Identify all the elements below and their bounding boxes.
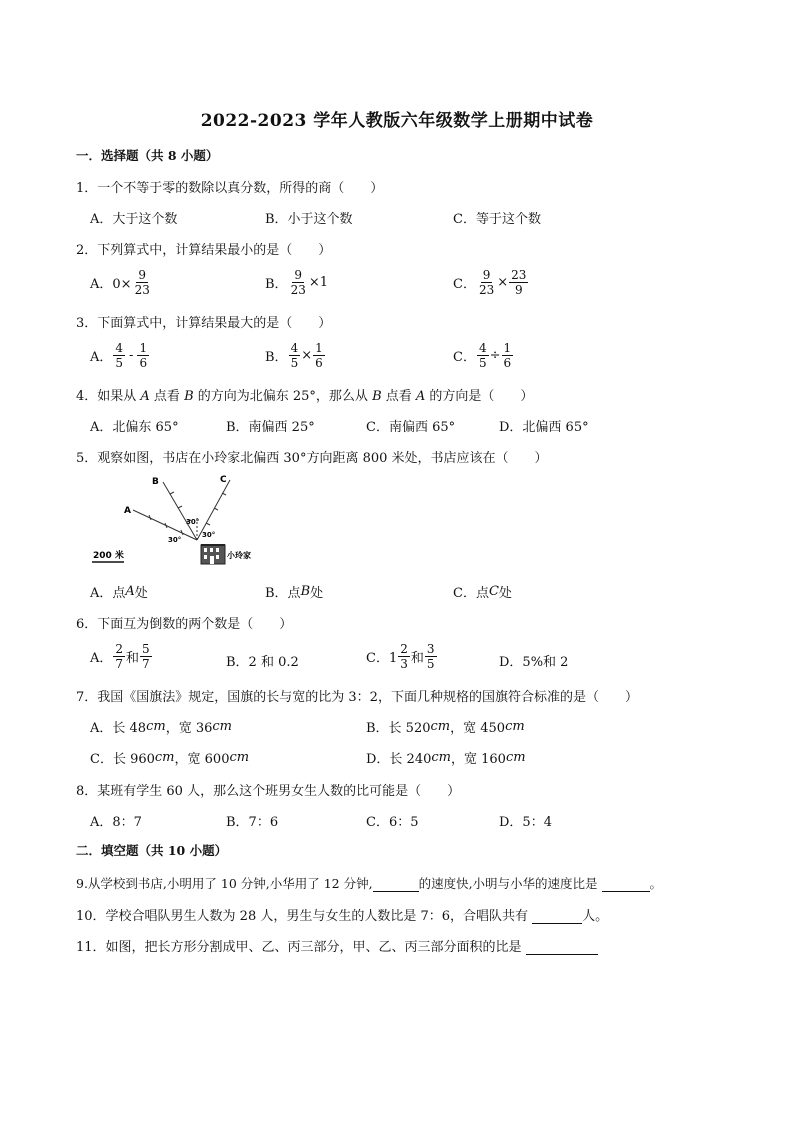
numerator: 4 <box>478 341 487 355</box>
q7-d-length: D．长 240 <box>366 752 432 767</box>
q5-b-pre: B．点 <box>265 586 301 601</box>
denominator: 3 <box>400 657 408 671</box>
q6-option-a[interactable] <box>90 642 153 671</box>
q2-option-a[interactable] <box>90 268 153 297</box>
q7-option-c[interactable] <box>90 748 249 767</box>
numerator: 2 <box>115 642 124 656</box>
tick <box>206 523 210 525</box>
question-11 <box>76 936 598 955</box>
denominator: 6 <box>139 356 148 370</box>
q4-option-b[interactable]: B．南偏西 25° <box>226 420 315 435</box>
q5-option-c[interactable] <box>453 582 512 601</box>
q4-var-a: A <box>140 389 150 404</box>
numerator: 9 <box>294 268 303 282</box>
question-5: 5．观察如图，书店在小玲家北偏西 30°方向距离 800 米处，书店应该在（ ） <box>76 451 548 466</box>
numerator: 4 <box>290 341 299 355</box>
q5-option-b[interactable] <box>265 582 323 601</box>
q7-a-width: ，宽 36 <box>165 721 213 736</box>
q4-var-b: B <box>184 389 194 404</box>
q6-a-label: A． <box>90 651 113 666</box>
q6-option-b[interactable]: B．2 和 0.2 <box>226 655 299 670</box>
section-fill-heading: 二．填空题（共 10 小题） <box>76 843 228 858</box>
section-choice-heading: 一．选择题（共 8 小题） <box>76 148 219 163</box>
q6-a-fraction-1 <box>113 642 125 671</box>
q5-a-var: A <box>125 584 135 599</box>
q2-b-tail: ×1 <box>308 275 329 290</box>
q4-var-a-2: A <box>415 389 426 404</box>
q8-option-b[interactable]: B．7：6 <box>226 815 279 830</box>
q10-text-2: 人。 <box>582 909 609 924</box>
q4-option-a[interactable]: A．北偏东 65° <box>90 420 179 435</box>
question-1: 1．一个不等于零的数除以真分数，所得的商（ ） <box>76 181 384 196</box>
denominator: 9 <box>514 283 523 297</box>
q8-option-c[interactable]: C．6：5 <box>366 815 419 830</box>
q7-option-d[interactable] <box>366 748 526 767</box>
q5-option-a[interactable] <box>90 582 148 601</box>
q6-a-and: 和 <box>126 651 140 666</box>
q5-a-post: 处 <box>134 586 148 601</box>
q7-d-width: ，宽 160 <box>450 752 506 767</box>
q5-c-var: C <box>488 584 499 599</box>
ray-to-b <box>163 482 200 540</box>
q3-c-fraction-2 <box>502 341 514 370</box>
q5-b-var: B <box>300 584 311 599</box>
angle-label-3: 30° <box>168 536 182 544</box>
q5-a-pre: A．点 <box>90 586 126 601</box>
unit: cm <box>146 719 166 734</box>
q9-answer-blank-2[interactable] <box>602 877 650 892</box>
q4-text-3: 的方向为北偏东 25°，那么从 <box>193 389 373 404</box>
q3-a-fraction-2 <box>137 341 149 370</box>
q2-option-b[interactable] <box>265 268 328 297</box>
denominator: 5 <box>478 356 487 370</box>
q7-option-a[interactable] <box>90 717 232 736</box>
q3-option-b[interactable] <box>265 341 326 370</box>
tick <box>178 506 182 508</box>
q1-option-a[interactable]: A．大于这个数 <box>90 212 178 227</box>
home-building-icon <box>201 545 225 564</box>
denominator: 7 <box>142 657 150 671</box>
q3-a-operator: - <box>129 348 134 363</box>
q2-c-fraction-2 <box>509 268 528 297</box>
denominator: 23 <box>290 283 306 297</box>
denominator: 23 <box>134 283 150 297</box>
q5-b-post: 处 <box>310 586 324 601</box>
unit: cm <box>505 719 525 734</box>
q7-a-length: A．长 48 <box>90 721 147 736</box>
denominator: 5 <box>115 356 124 370</box>
q7-b-width: ，宽 450 <box>450 721 506 736</box>
q8-option-d[interactable]: D．5：4 <box>499 815 552 830</box>
unit: cm <box>431 750 451 765</box>
q4-text-4: 点看 <box>381 389 416 404</box>
compass-direction-figure <box>88 472 278 572</box>
numerator: 1 <box>503 341 512 355</box>
point-c-label: C <box>220 475 227 485</box>
q2-c-label: C． <box>453 277 476 292</box>
numerator: 1 <box>315 341 323 355</box>
q6-c-and: 和 <box>410 651 424 666</box>
q3-b-fraction-1 <box>289 341 301 370</box>
q3-a-label: A． <box>90 350 113 365</box>
q7-c-length: C．长 960 <box>90 752 155 767</box>
q4-text-1: 4．如果从 <box>76 389 141 404</box>
question-10 <box>76 905 608 924</box>
q2-b-fraction <box>289 268 308 297</box>
q2-b-label: B． <box>265 277 288 292</box>
q3-c-label: C． <box>453 350 476 365</box>
q9-text-1: 9.从学校到书店,小明用了 10 分钟,小华用了 12 分钟, <box>76 876 373 891</box>
q10-text-1: 10．学校合唱队男生人数为 28 人，男生与女生的人数比是 7：6，合唱队共有 <box>76 909 533 924</box>
q9-text-3: 。 <box>649 876 663 891</box>
angle-label-1: 30° <box>186 518 200 526</box>
numerator: 23 <box>511 268 527 282</box>
page-title: 2022-2023 学年人教版六年级数学上册期中试卷 <box>200 111 594 131</box>
denominator: 23 <box>478 283 495 297</box>
angle-label-2: 30° <box>202 531 216 539</box>
q7-c-width: ，宽 600 <box>174 752 230 767</box>
q9-text-2: 的速度快,小明与小华的速度比是 <box>418 876 602 891</box>
question-8: 8．某班有学生 60 人，那么这个班男女生人数的比可能是（ ） <box>76 784 461 799</box>
scale-label: 200 米 <box>93 551 124 561</box>
q4-option-c[interactable]: C．南偏西 65° <box>366 420 456 435</box>
q1-option-c[interactable]: C．等于这个数 <box>453 212 541 227</box>
q3-option-a[interactable] <box>90 341 150 370</box>
q3-b-label: B． <box>265 350 288 365</box>
q5-c-pre: C．点 <box>453 586 489 601</box>
denominator: 7 <box>115 657 124 671</box>
q6-a-fraction-2 <box>140 642 152 671</box>
numerator: 9 <box>138 268 147 282</box>
unit: cm <box>229 750 250 765</box>
numerator: 2 <box>400 642 408 656</box>
tick <box>170 492 174 494</box>
q1-option-b[interactable]: B．小于这个数 <box>265 212 353 227</box>
q7-b-length: B．长 520 <box>366 721 431 736</box>
denominator: 5 <box>426 657 435 671</box>
question-6: 6．下面互为倒数的两个数是（ ） <box>76 617 293 632</box>
question-3: 3．下面算式中，计算结果最大的是（ ） <box>76 316 332 331</box>
q3-option-c[interactable] <box>453 341 514 370</box>
q6-option-d[interactable]: D．5%和 2 <box>499 655 569 670</box>
q11-answer-blank[interactable] <box>526 940 598 955</box>
denominator: 6 <box>503 356 512 370</box>
point-a-label: A <box>124 506 131 516</box>
numerator: 4 <box>115 341 124 355</box>
q4-text-5: 的方向是（ ） <box>425 389 534 404</box>
denominator: 5 <box>290 356 299 370</box>
numerator: 3 <box>426 642 435 656</box>
q2-a-label: A．0× <box>90 277 132 292</box>
q2-option-c[interactable] <box>453 268 529 297</box>
q6-c-fraction-1 <box>398 642 410 671</box>
q3-c-operator: ÷ <box>489 348 501 363</box>
q10-answer-blank[interactable] <box>532 909 582 924</box>
home-label: 小玲家 <box>227 551 251 560</box>
q3-b-operator: × <box>301 348 313 363</box>
q2-c-operator: × <box>497 275 509 290</box>
q6-c-fraction-2 <box>425 642 437 671</box>
question-7: 7．我国《国旗法》规定，国旗的长与宽的比为 3：2，下面几种规格的国旗符合标准的是（ ） <box>76 690 638 705</box>
q4-var-b-2: B <box>372 389 382 404</box>
numerator: 5 <box>142 642 150 656</box>
question-9 <box>76 874 662 892</box>
unit: cm <box>430 719 451 734</box>
q3-a-fraction-1 <box>113 341 125 370</box>
question-2: 2．下列算式中，计算结果最小的是（ ） <box>76 243 332 258</box>
q4-text-2: 点看 <box>149 389 185 404</box>
unit: cm <box>505 750 526 765</box>
q2-a-fraction <box>133 268 152 297</box>
q9-answer-blank-1[interactable] <box>373 877 419 892</box>
numerator: 9 <box>482 268 491 282</box>
q8-option-a[interactable]: A．8：7 <box>90 815 142 830</box>
denominator: 6 <box>315 356 323 370</box>
q6-c-label: C．1 <box>366 651 398 666</box>
q2-c-fraction-1 <box>477 268 496 297</box>
q4-option-d[interactable]: D．北偏西 65° <box>499 420 589 435</box>
q5-c-post: 处 <box>498 586 512 601</box>
unit: cm <box>212 719 232 734</box>
question-4 <box>76 385 533 404</box>
point-b-label: B <box>152 477 159 487</box>
q11-text-1: 11．如图，把长方形分割成甲、乙、丙三部分，甲、乙、丙三部分面积的比是 <box>76 940 526 955</box>
q6-option-c[interactable] <box>366 642 438 671</box>
q7-option-b[interactable] <box>366 717 525 736</box>
numerator: 1 <box>139 341 148 355</box>
q3-b-fraction-2 <box>313 341 325 370</box>
q3-c-fraction-1 <box>477 341 489 370</box>
unit: cm <box>154 750 175 765</box>
